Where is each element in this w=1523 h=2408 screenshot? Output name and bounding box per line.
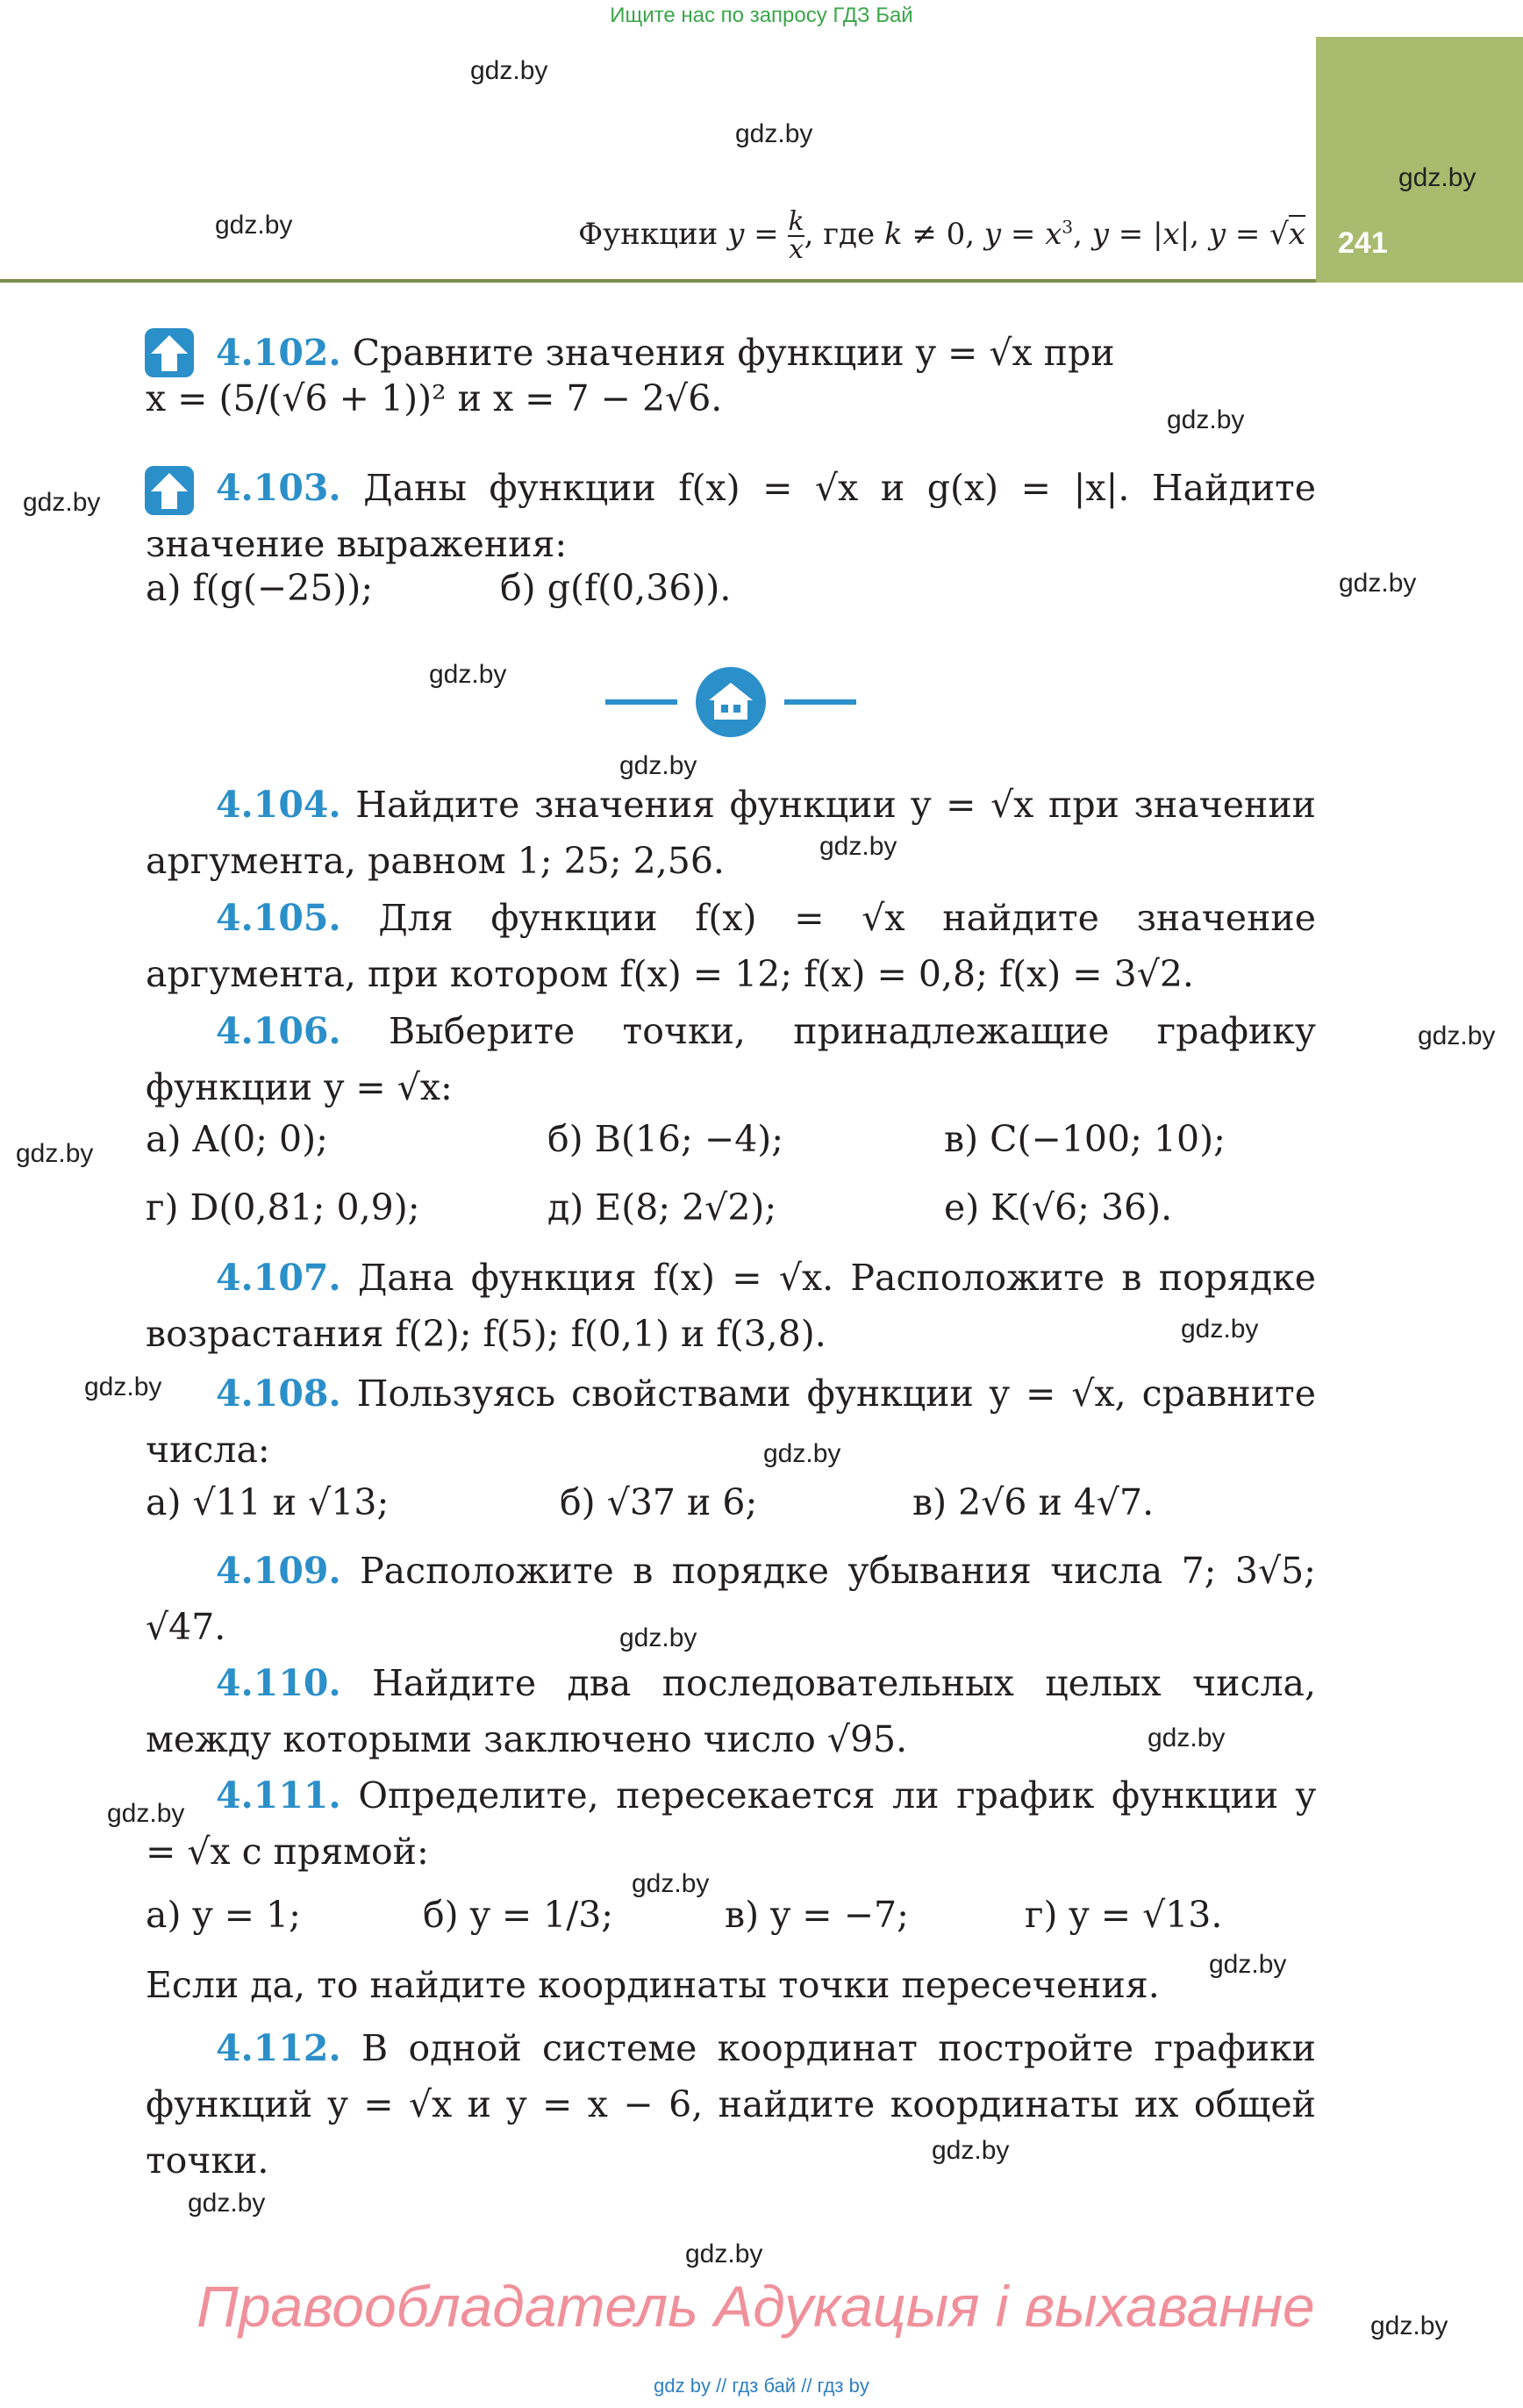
- problem-text: Для функции f(x) = √x найдите значение аргумента, при котором f(x) = 12; f(x) = 0,8; f(x) = 3√2.: [146, 897, 1316, 995]
- watermark: gdz.by: [470, 56, 548, 85]
- option-a: а) √11 и √13;: [146, 1481, 390, 1523]
- bottom-links[interactable]: gdz by // гдз бай // гдз by: [654, 2375, 869, 2397]
- problem-4-111-tail: Если да, то найдите координаты точки пересечения.: [146, 1964, 1160, 2006]
- option-d: г) y = √13.: [1025, 1894, 1223, 1936]
- watermark: gdz.by: [1370, 2311, 1448, 2340]
- problem-number: 4.104.: [216, 784, 341, 826]
- homework-home-icon: [605, 665, 856, 739]
- problem-text: Определите, пересекается ли график функции y = √x с прямой:: [146, 1774, 1316, 1873]
- watermark: gdz.by: [188, 2189, 266, 2218]
- problem-text: Расположите в порядке убывания числа 7; 3√5; √47.: [146, 1550, 1316, 1648]
- watermark: gdz.by: [685, 2240, 763, 2268]
- problem-number: 4.111.: [216, 1774, 341, 1817]
- problem-text: Найдите два последовательных целых числа, между которыми заключено число √95.: [146, 1662, 1316, 1760]
- problem-number: 4.106.: [216, 1010, 341, 1052]
- top-banner[interactable]: Ищите нас по запросу ГДЗ Бай: [610, 4, 913, 27]
- option-d: г) D(0,81; 0,9);: [146, 1186, 420, 1229]
- option-b: б) B(16; −4);: [547, 1118, 784, 1160]
- watermark: gdz.by: [1181, 1315, 1259, 1344]
- problem-4-102: [216, 325, 1316, 381]
- problem-text: Даны функции f(x) = √x и g(x) = |x|. Найдите значение выражения:: [146, 467, 1316, 565]
- problem-number: 4.112.: [216, 2027, 341, 2069]
- problem-text: Выберите точки, принадлежащие графику функции y = √x:: [146, 1010, 1316, 1108]
- option-b: б) g(f(0,36)).: [500, 567, 732, 609]
- copyright-footer: Правообладатель Адукацыя і выхаванне: [197, 2274, 1315, 2339]
- option-b: б) √37 и 6;: [560, 1481, 758, 1523]
- problem-text: Найдите значения функции y = √x при значении аргумента, равном 1; 25; 2,56.: [146, 784, 1316, 882]
- watermark: gdz.by: [1398, 163, 1477, 192]
- problem-4-105: [146, 890, 1316, 1002]
- option-a: а) f(g(−25));: [146, 567, 374, 609]
- problem-4-103: [146, 460, 1316, 572]
- page-number: 241: [1338, 226, 1388, 260]
- watermark: gdz.by: [1339, 569, 1417, 598]
- problem-number: 4.110.: [216, 1662, 341, 1704]
- watermark: gdz.by: [619, 1623, 697, 1652]
- problem-number: 4.103.: [216, 467, 341, 509]
- running-head: Функции $y = \frac{k}{x}$ , где k ≠ 0, $y = x^3$, y = |x|, y = √x: [577, 206, 1305, 265]
- problem-number: 4.105.: [216, 897, 341, 939]
- problem-4-108: [146, 1365, 1316, 1478]
- watermark: gdz.by: [215, 211, 293, 240]
- problem-4-107: [146, 1250, 1316, 1362]
- watermark: gdz.by: [632, 1869, 710, 1898]
- problem-4-104: [146, 777, 1316, 889]
- problem-text: Сравните значения функции y = √x при: [352, 332, 1115, 374]
- problem-text: Пользуясь свойствами функции y = √x, сравните числа:: [146, 1372, 1316, 1471]
- problem-4-106: [146, 1003, 1316, 1115]
- problem-number: 4.109.: [216, 1550, 341, 1592]
- option-c: в) C(−100; 10);: [944, 1118, 1226, 1160]
- problem-4-102-line2: x = (5/(√6 + 1))² и x = 7 − 2√6.: [146, 377, 723, 419]
- watermark: gdz.by: [84, 1372, 162, 1401]
- problem-number: 4.108.: [216, 1372, 341, 1415]
- watermark: gdz.by: [23, 488, 101, 517]
- problem-4-112: [146, 2020, 1316, 2189]
- problem-number: 4.107.: [216, 1257, 341, 1299]
- watermark: gdz.by: [1418, 1021, 1496, 1050]
- watermark: gdz.by: [819, 832, 897, 861]
- option-c: в) 2√6 и 4√7.: [912, 1481, 1155, 1523]
- option-a: а) A(0; 0);: [146, 1118, 328, 1160]
- watermark: gdz.by: [16, 1139, 94, 1168]
- watermark: gdz.by: [429, 660, 507, 689]
- problem-4-111: [146, 1767, 1316, 1880]
- watermark: gdz.by: [763, 1439, 841, 1468]
- option-f: е) K(√6; 36).: [944, 1186, 1173, 1229]
- problem-text: Дана функция f(x) = √x. Расположите в порядке возрастания f(2); f(5); f(0,1) и f(3,8).: [146, 1257, 1316, 1355]
- watermark: gdz.by: [1209, 1950, 1287, 1979]
- header-rule: [0, 279, 1316, 283]
- watermark: gdz.by: [735, 119, 813, 148]
- watermark: gdz.by: [1167, 405, 1245, 434]
- difficulty-arrow-icon: [144, 327, 195, 378]
- watermark: gdz.by: [1148, 1724, 1226, 1752]
- problem-text: В одной системе координат постройте графики функций y = √x и y = x − 6, найдите координаты их общей точки.: [146, 2027, 1316, 2182]
- problem-number: 4.102.: [216, 332, 341, 374]
- problem-4-109: [146, 1543, 1316, 1655]
- problem-4-110: [146, 1655, 1316, 1767]
- option-a: а) y = 1;: [146, 1894, 301, 1936]
- watermark: gdz.by: [619, 751, 697, 780]
- watermark: gdz.by: [932, 2136, 1010, 2165]
- option-e: д) E(8; 2√2);: [547, 1186, 777, 1229]
- option-c: в) y = −7;: [725, 1894, 909, 1936]
- watermark: gdz.by: [107, 1799, 185, 1828]
- option-b: б) y = 1/3;: [423, 1894, 614, 1936]
